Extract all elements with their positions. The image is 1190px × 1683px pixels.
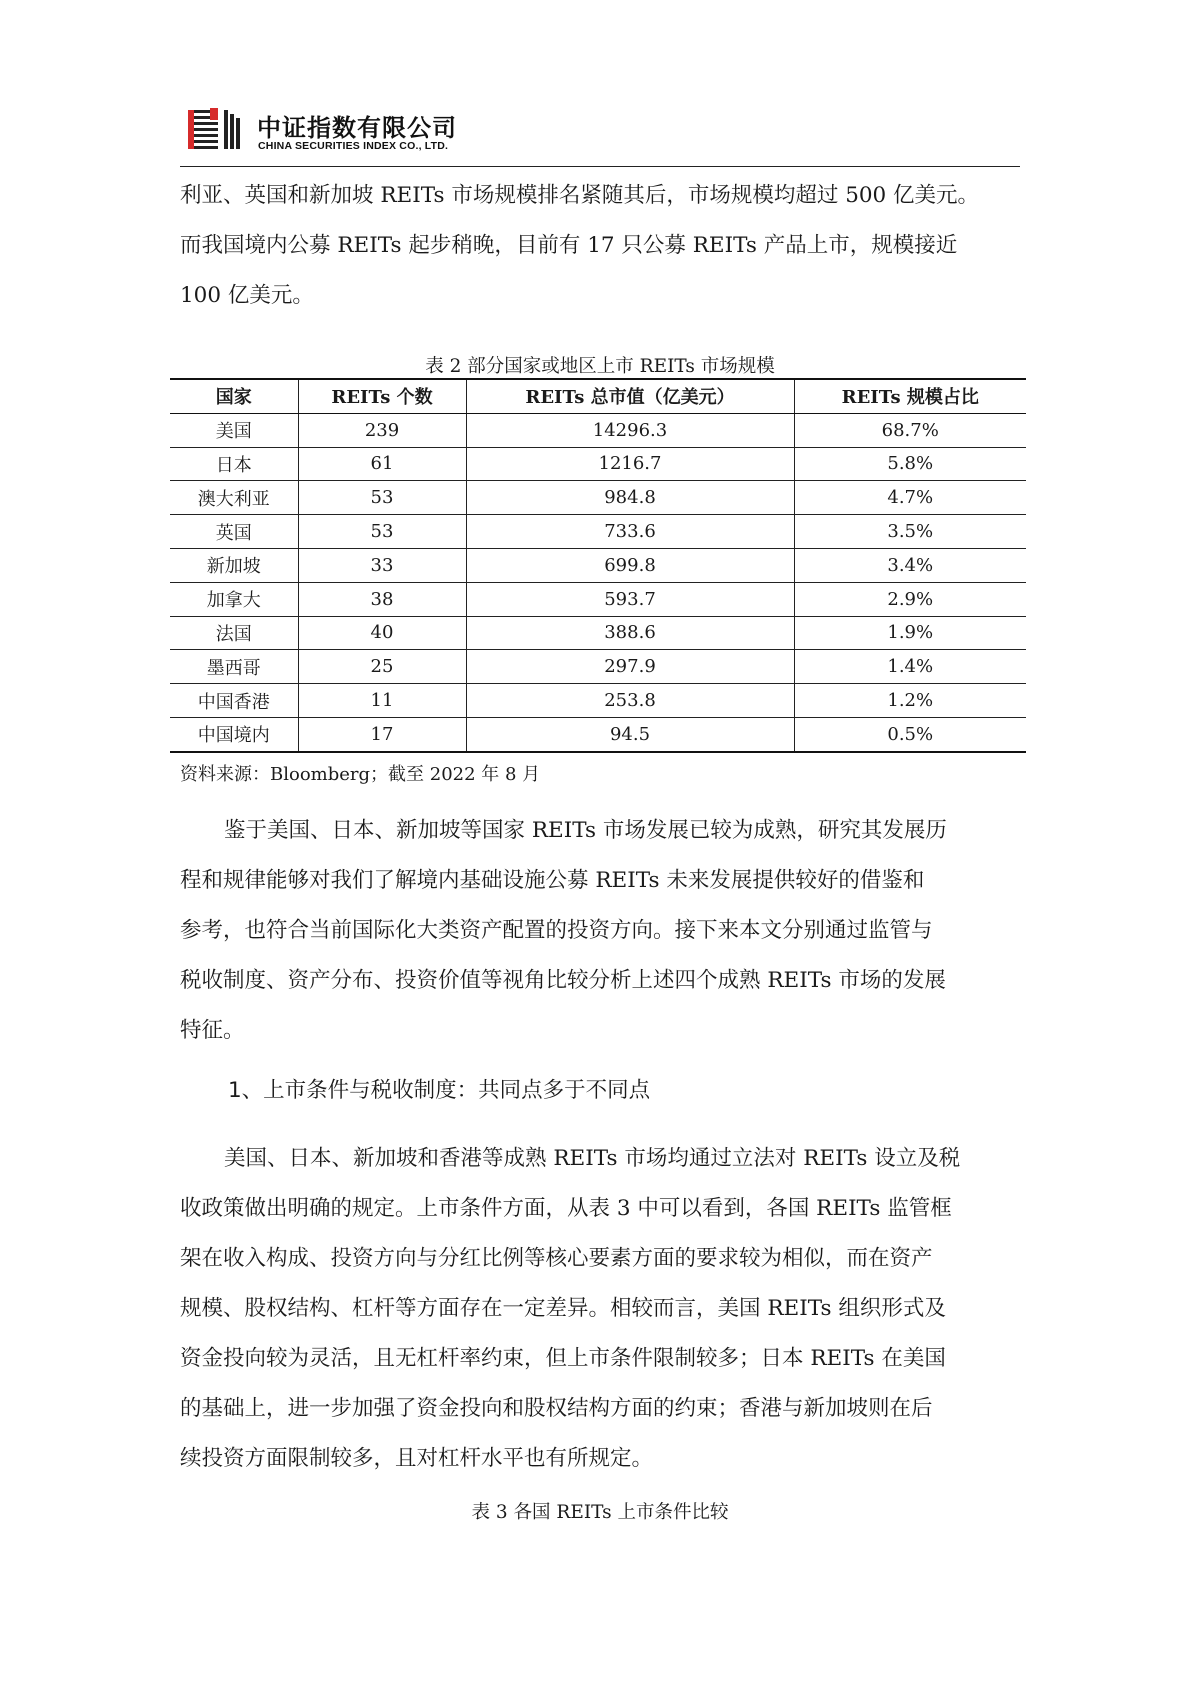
table-cell: 3.4%: [794, 548, 1026, 582]
table-cell: 68.7%: [794, 413, 1026, 447]
table-cell: 1216.7: [466, 447, 794, 481]
text-line: 美国、日本、新加坡和香港等成熟 REITs 市场均通过立法对 REITs 设立及税: [224, 1146, 961, 1171]
paragraph-market-size: [180, 171, 1016, 321]
paragraph-mature-markets: [180, 806, 1016, 1056]
table-row: [170, 717, 1026, 751]
table-cell: 1.2%: [794, 684, 1026, 718]
company-name-en: CHINA SECURITIES INDEX CO., LTD.: [258, 140, 449, 152]
company-name-cn: 中证指数有限公司: [257, 114, 457, 142]
table-cell: 加拿大: [170, 582, 298, 616]
table-cell: 日本: [170, 447, 298, 481]
table-header-row: [170, 379, 1026, 413]
table-row: [170, 582, 1026, 616]
table-cell: 61: [298, 447, 466, 481]
table-cell: 297.9: [466, 650, 794, 684]
table-row: [170, 447, 1026, 481]
text-line: 而我国境内公募 REITs 起步稍晚，目前有 17 只公募 REITs 产品上市，规模接近: [180, 233, 958, 258]
table-cell: 733.6: [466, 515, 794, 549]
table-cell: 1.9%: [794, 616, 1026, 650]
table-cell: 美国: [170, 413, 298, 447]
table-cell: 中国境内: [170, 717, 298, 751]
table-row: [170, 515, 1026, 549]
table-cell: 53: [298, 481, 466, 515]
table-cell: 53: [298, 515, 466, 549]
page-header: [180, 108, 1020, 164]
text-line: 鉴于美国、日本、新加坡等国家 REITs 市场发展已较为成熟，研究其发展历: [224, 818, 947, 843]
text-line: 参考，也符合当前国际化大类资产配置的投资方向。接下来本文分别通过监管与: [180, 918, 933, 943]
table-cell: 5.8%: [794, 447, 1026, 481]
column-header: REITs 总市值（亿美元）: [466, 379, 794, 413]
header-divider: [180, 166, 1020, 167]
table-cell: 1.4%: [794, 650, 1026, 684]
text-line: 税收制度、资产分布、投资价值等视角比较分析上述四个成熟 REITs 市场的发展: [180, 968, 946, 993]
table2-source-note: 资料来源：Bloomberg；截至 2022 年 8 月: [180, 764, 541, 785]
table-cell: 11: [298, 684, 466, 718]
table-row: [170, 616, 1026, 650]
column-header: 国家: [170, 379, 298, 413]
table-cell: 2.9%: [794, 582, 1026, 616]
table-cell: 94.5: [466, 717, 794, 751]
paragraph-listing-conditions: [180, 1134, 1016, 1484]
table-cell: 253.8: [466, 684, 794, 718]
reits-market-size-table: [170, 378, 1026, 753]
table-cell: 17: [298, 717, 466, 751]
column-header: REITs 规模占比: [794, 379, 1026, 413]
table-row: [170, 650, 1026, 684]
table-cell: 699.8: [466, 548, 794, 582]
table-cell: 0.5%: [794, 717, 1026, 751]
text-line: 特征。: [180, 1018, 245, 1043]
table-cell: 英国: [170, 515, 298, 549]
table-cell: 墨西哥: [170, 650, 298, 684]
table-cell: 593.7: [466, 582, 794, 616]
table-cell: 法国: [170, 616, 298, 650]
table-cell: 4.7%: [794, 481, 1026, 515]
text-line: 资金投向较为灵活，且无杠杆率约束，但上市条件限制较多；日本 REITs 在美国: [180, 1346, 946, 1371]
table-row: [170, 481, 1026, 515]
table-cell: 388.6: [466, 616, 794, 650]
text-line: 规模、股权结构、杠杆等方面存在一定差异。相较而言，美国 REITs 组织形式及: [180, 1296, 946, 1321]
table-cell: 40: [298, 616, 466, 650]
section-heading: 1、上市条件与税收制度：共同点多于不同点: [228, 1078, 651, 1103]
table-cell: 984.8: [466, 481, 794, 515]
table2-caption: 表 2 部分国家或地区上市 REITs 市场规模: [425, 356, 775, 377]
table-cell: 中国香港: [170, 684, 298, 718]
table-cell: 新加坡: [170, 548, 298, 582]
text-line: 利亚、英国和新加坡 REITs 市场规模排名紧随其后，市场规模均超过 500 亿美元。: [180, 183, 980, 208]
company-logo-icon: [188, 108, 240, 152]
table-row: [170, 684, 1026, 718]
text-line: 100 亿美元。: [180, 283, 314, 308]
table-cell: 3.5%: [794, 515, 1026, 549]
column-header: REITs 个数: [298, 379, 466, 413]
table3-caption: 表 3 各国 REITs 上市条件比较: [471, 1502, 729, 1523]
table-cell: 33: [298, 548, 466, 582]
table-cell: 25: [298, 650, 466, 684]
table-cell: 239: [298, 413, 466, 447]
text-line: 的基础上，进一步加强了资金投向和股权结构方面的约束；香港与新加坡则在后: [180, 1396, 933, 1421]
table-row: [170, 548, 1026, 582]
table-cell: 14296.3: [466, 413, 794, 447]
text-line: 程和规律能够对我们了解境内基础设施公募 REITs 未来发展提供较好的借鉴和: [180, 868, 925, 893]
text-line: 架在收入构成、投资方向与分红比例等核心要素方面的要求较为相似，而在资产: [180, 1246, 933, 1271]
table-row: [170, 413, 1026, 447]
table-cell: 澳大利亚: [170, 481, 298, 515]
text-line: 收政策做出明确的规定。上市条件方面，从表 3 中可以看到，各国 REITs 监管框: [180, 1196, 952, 1221]
table-cell: 38: [298, 582, 466, 616]
text-line: 续投资方面限制较多，且对杠杆水平也有所规定。: [180, 1446, 654, 1471]
